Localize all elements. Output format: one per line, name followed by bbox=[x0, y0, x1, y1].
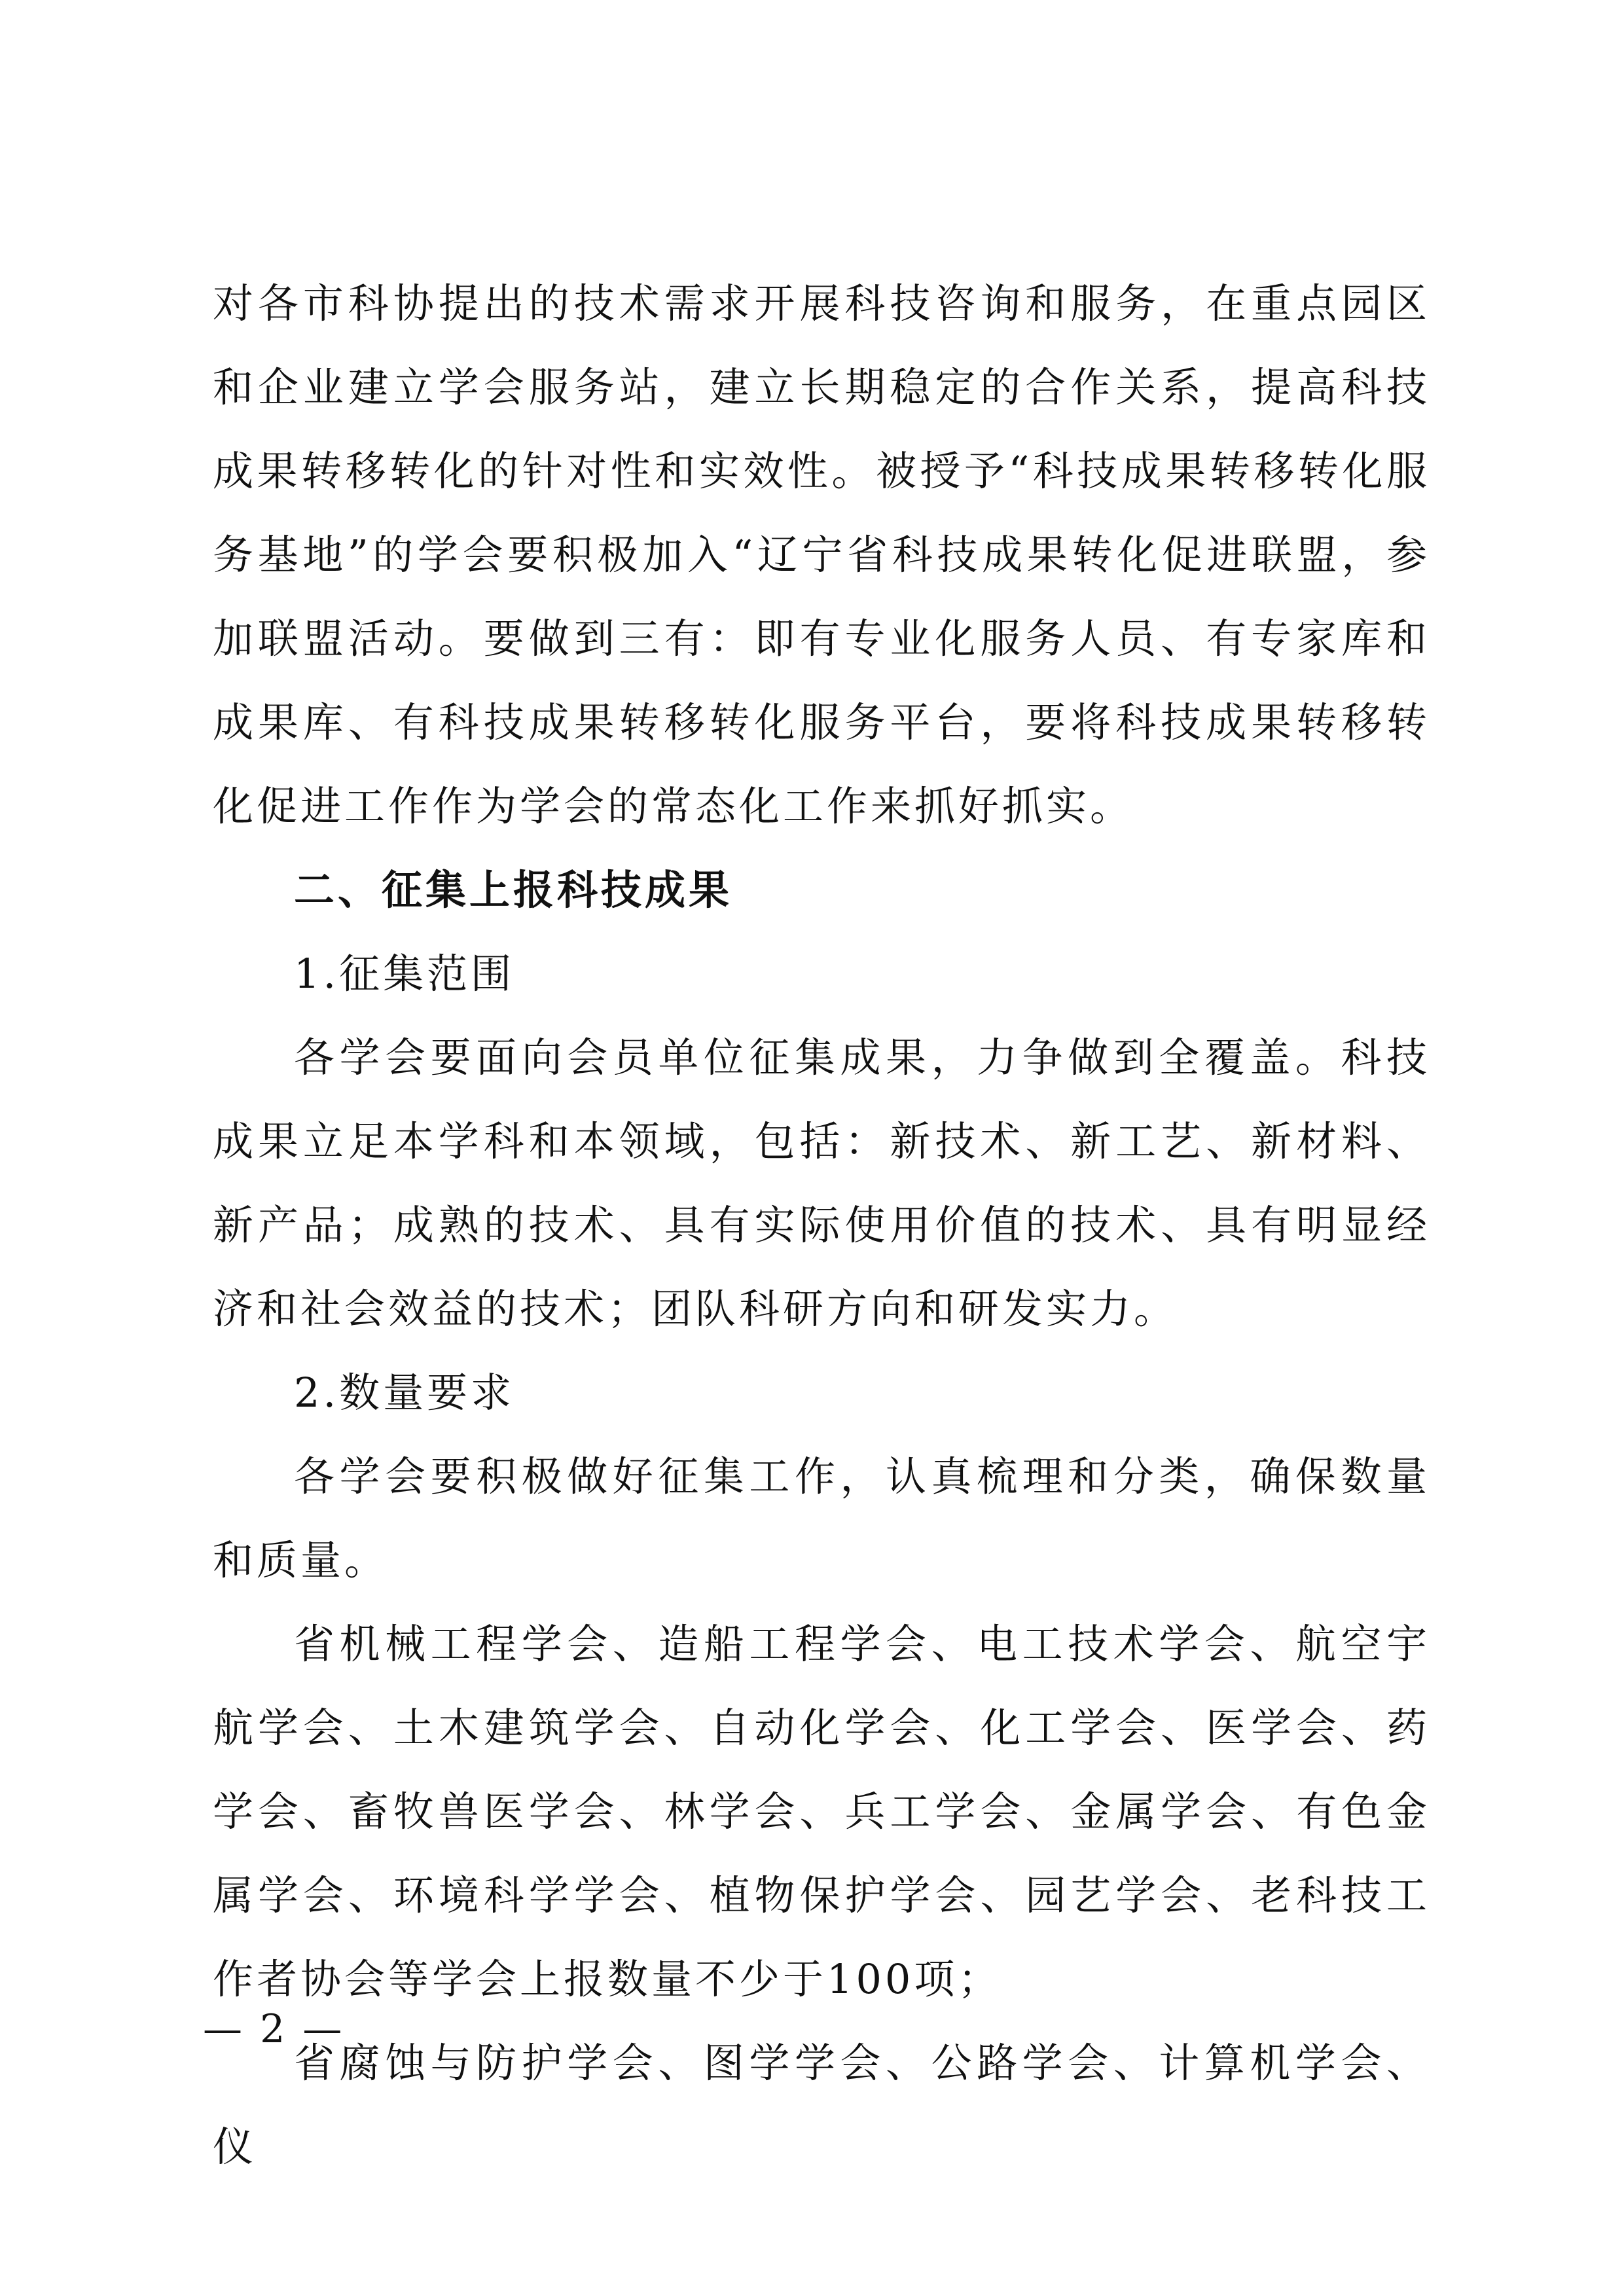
paragraph-quantity: 各学会要积极做好征集工作，认真梳理和分类，确保数量和质量。 bbox=[213, 1452, 1430, 1584]
page-number: — 2 — bbox=[203, 2006, 345, 2052]
document-body bbox=[213, 262, 1430, 2189]
subsection-heading-scope: 1.征集范围 bbox=[294, 950, 515, 998]
subsection-heading-quantity: 2.数量要求 bbox=[294, 1369, 515, 1416]
paragraph-scope: 各学会要面向会员单位征集成果，力争做到全覆盖。科技成果立足本学科和本领域，包括：新技术、新工艺、新材料、新产品；成熟的技术、具有实际使用价值的技术、具有明显经济和社会效益的技术；团队科研方向和研发实力。 bbox=[213, 1034, 1430, 1333]
section-heading: 二、征集上报科技成果 bbox=[294, 866, 733, 914]
paragraph-society-list-1: 省机械工程学会、造船工程学会、电工技术学会、航空宇航学会、土木建筑学会、自动化学会、化工学会、医学会、药学会、畜牧兽医学会、林学会、兵工学会、金属学会、有色金属学会、环境科学学会、植物保护学会、园艺学会、老科技工作者协会等学会上报数量不少于100项； bbox=[213, 1620, 1430, 2003]
paragraph-continuation: 对各市科协提出的技术需求开展科技咨询和服务，在重点园区和企业建立学会服务站，建立长期稳定的合作关系，提高科技成果转移转化的针对性和实效性。被授予“科技成果转移转化服务基地”的学会要积极加入“辽宁省科技成果转化促进联盟，参加联盟活动。要做到三有：即有专业化服务人员、有专家库和成果库、有科技成果转移转化服务平台，要将科技成果转移转化促进工作作为学会的常态化工作来抓好抓实。 bbox=[213, 279, 1430, 830]
paragraph-society-list-2: 省腐蚀与防护学会、图学学会、公路学会、计算机学会、仪 bbox=[213, 2039, 1430, 2171]
